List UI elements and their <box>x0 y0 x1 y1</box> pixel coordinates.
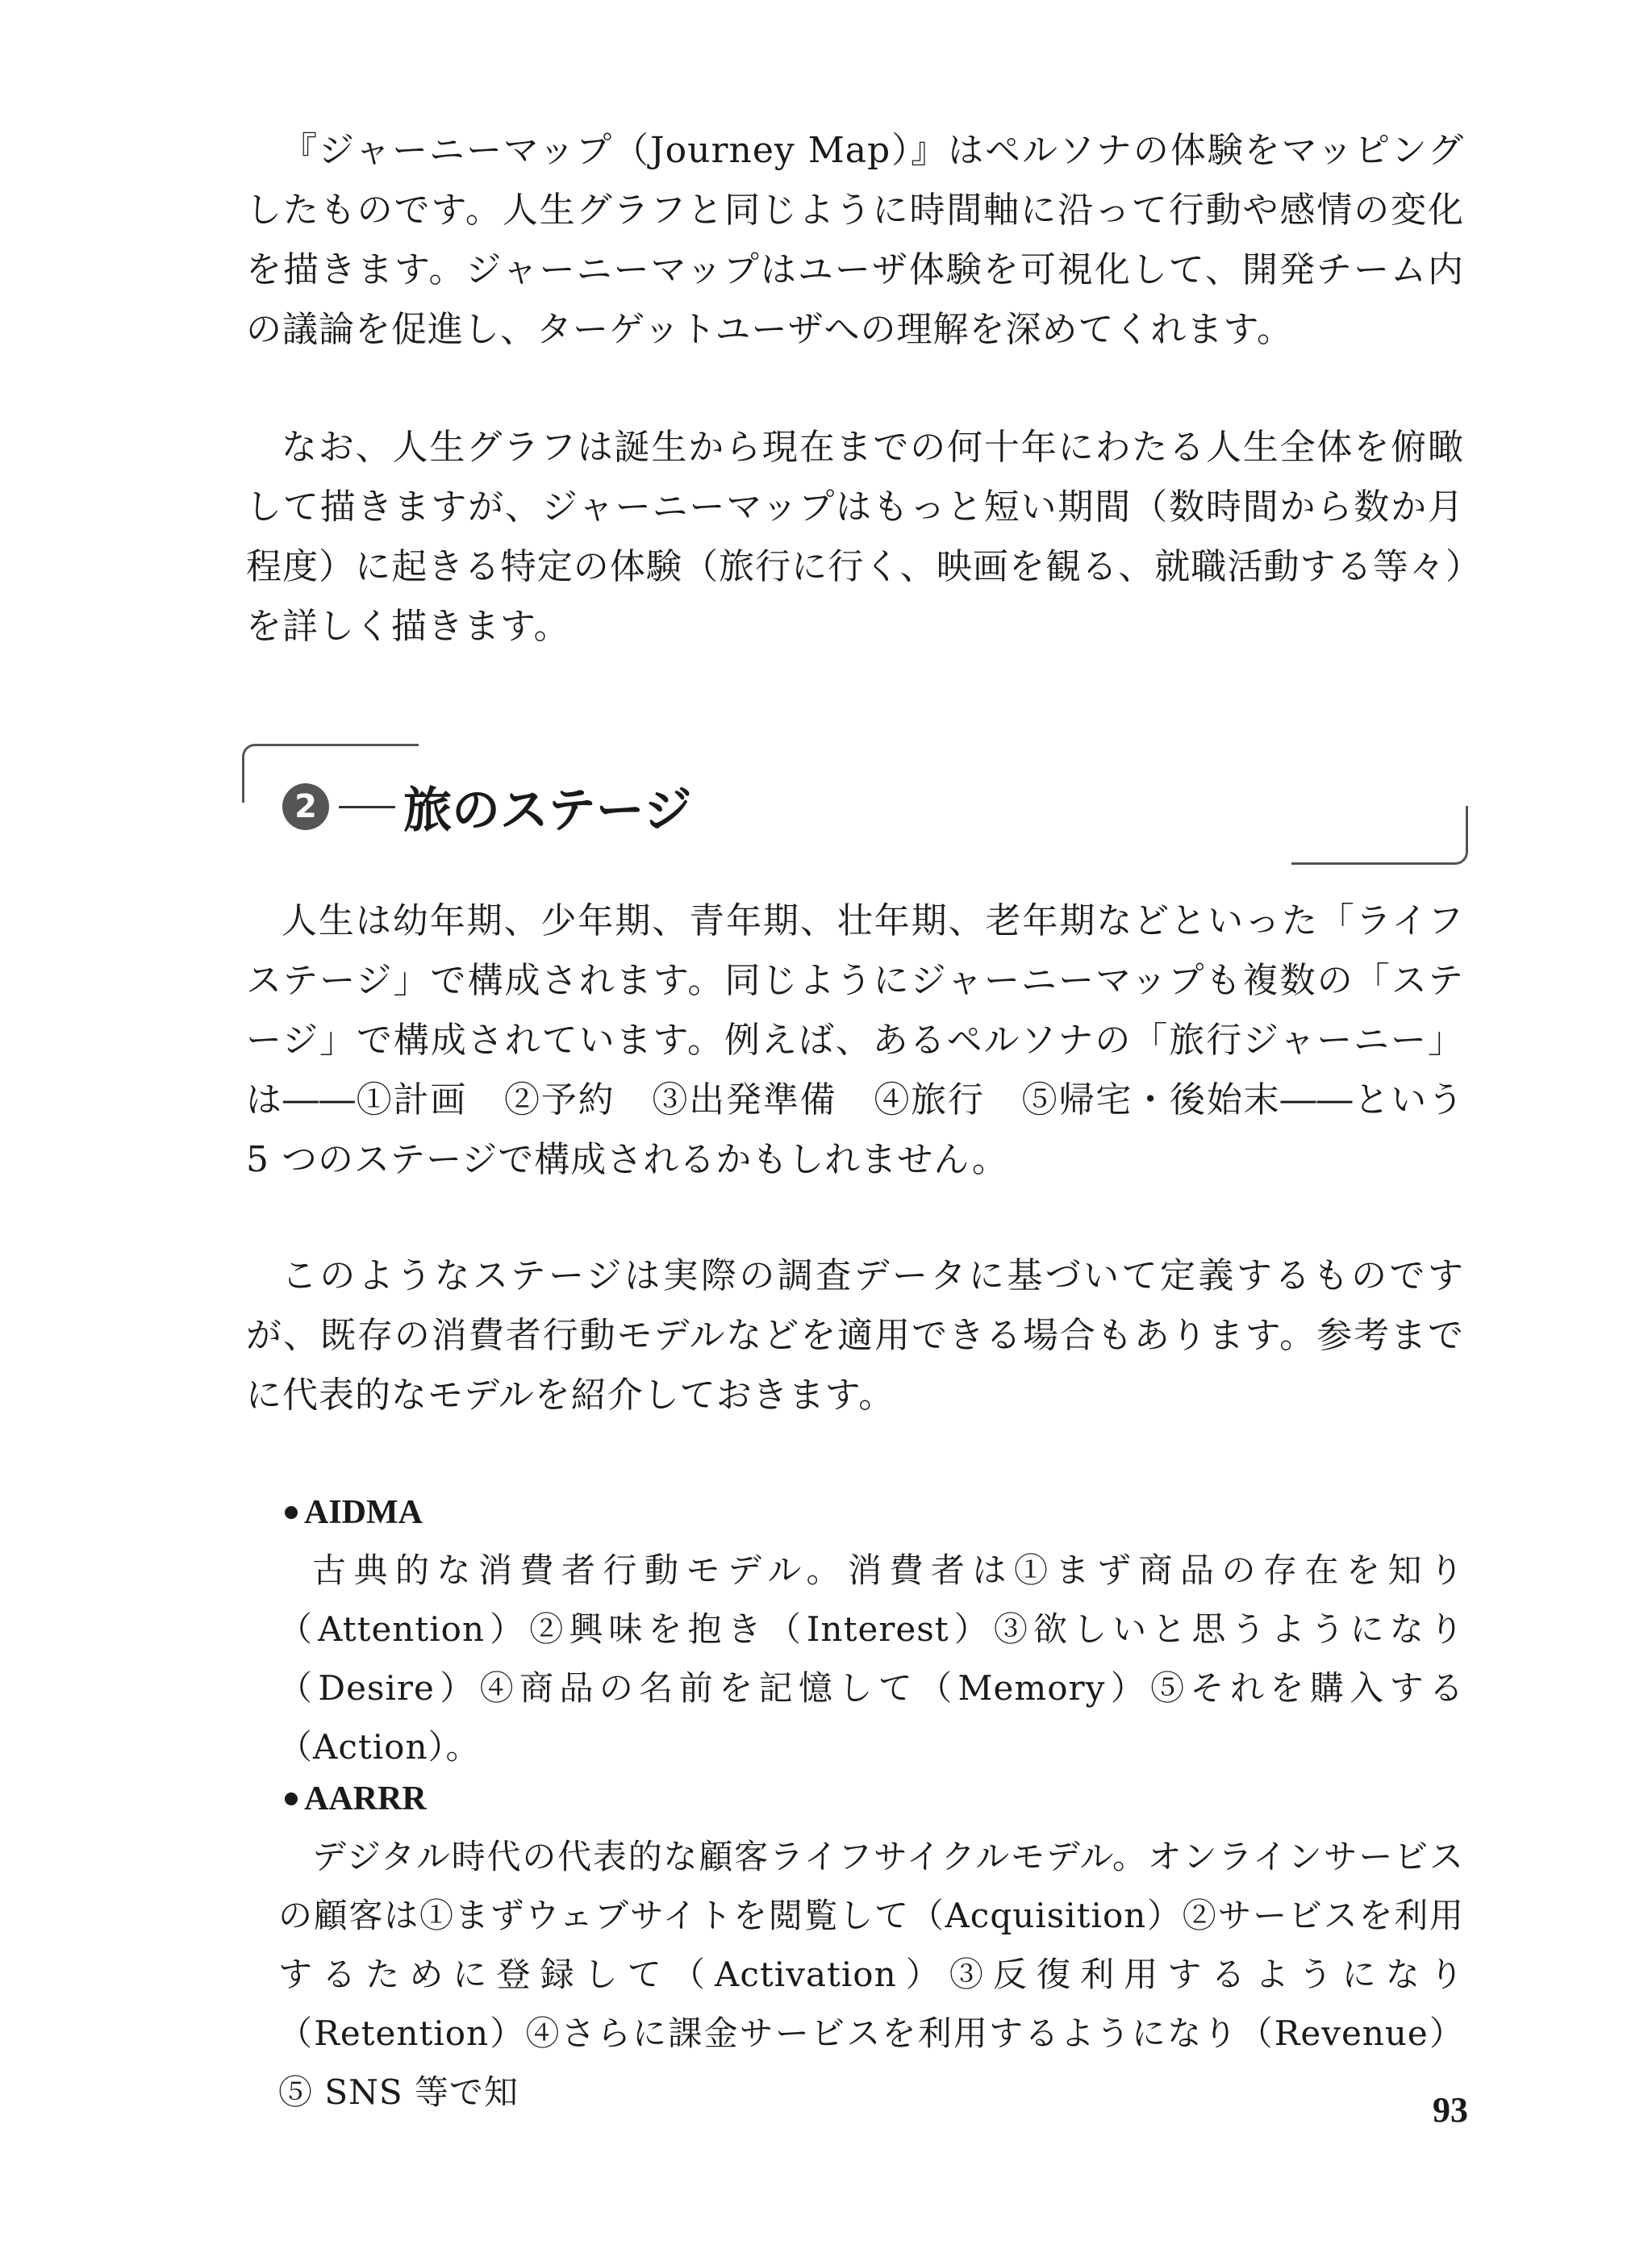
model-title <box>278 1771 1464 1827</box>
bullet-icon <box>285 1506 298 1519</box>
model-description: 古典的な消費者行動モデル。消費者は①まず商品の存在を知り（Attention）②興味を抱き（Interest）③欲しいと思うようになり（Desire）④商品の名前を記憶して（Memory）⑤それを購入する（Action）。 <box>278 1550 1464 1767</box>
bullet-icon <box>285 1792 298 1805</box>
model-aidma <box>278 1484 1464 1776</box>
section-title: 旅のステージ <box>403 782 692 839</box>
model-title <box>278 1484 1464 1541</box>
page-number: 93 <box>1433 2090 1468 2130</box>
model-aarrr <box>278 1771 1464 2122</box>
paragraph-journey-map-definition: 『ジャーニーマップ（Journey Map）』はペルソナの体験をマッピングしたものです。人生グラフと同じように時間軸に沿って行動や感情の変化を描きます。ジャーニーマップはユーザ体験を可視化して、開発チーム内の議論を促進し、ターゲットユーザへの理解を深めてくれます。 <box>246 130 1464 350</box>
model-description: デジタル時代の代表的な顧客ライフサイクルモデル。オンラインサービスの顧客は①まずウェブサイトを閲覧して（Acquisition）②サービスを利用するために登録して（Activation）③反復利用するようになり（Retention）④さらに課金サービスを利用するようになり（Revenue）⑤ SNS 等で知 <box>278 1837 1464 2112</box>
paragraph-consumer-models-intro: このようなステージは実際の調査データに基づいて定義するものですが、既存の消費者行動モデルなどを適用できる場合もあります。参考までに代表的なモデルを紹介しておきます。 <box>246 1255 1464 1416</box>
model-name: AIDMA <box>304 1494 423 1531</box>
paragraph-life-stages: 人生は幼年期、少年期、青年期、壮年期、老年期などといった「ライフステージ」で構成されます。同じようにジャーニーマップも複数の「ステージ」で構成されています。例えば、あるペルソナの「旅行ジャーニー」は――①計画 ②予約 ③出発準備 ④旅行 ⑤帰宅・後始末――という 5 つのステージで構成されるかもしれません。 <box>246 900 1464 1180</box>
section-heading-frame <box>242 744 1468 865</box>
heading-dash <box>339 806 395 808</box>
section-number-badge: 2 <box>282 783 329 830</box>
frame-corner-bottom-right <box>1291 806 1468 865</box>
model-name: AARRR <box>304 1780 427 1817</box>
section-heading <box>282 772 692 841</box>
paragraph-life-graph-comparison: なお、人生グラフは誕生から現在までの何十年にわたる人生全体を俯瞰して描きますが、ジャーニーマップはもっと短い期間（数時間から数か月程度）に起きる特定の体験（旅行に行く、映画を観る、就職活動する等々）を詳しく描きます。 <box>246 427 1464 647</box>
